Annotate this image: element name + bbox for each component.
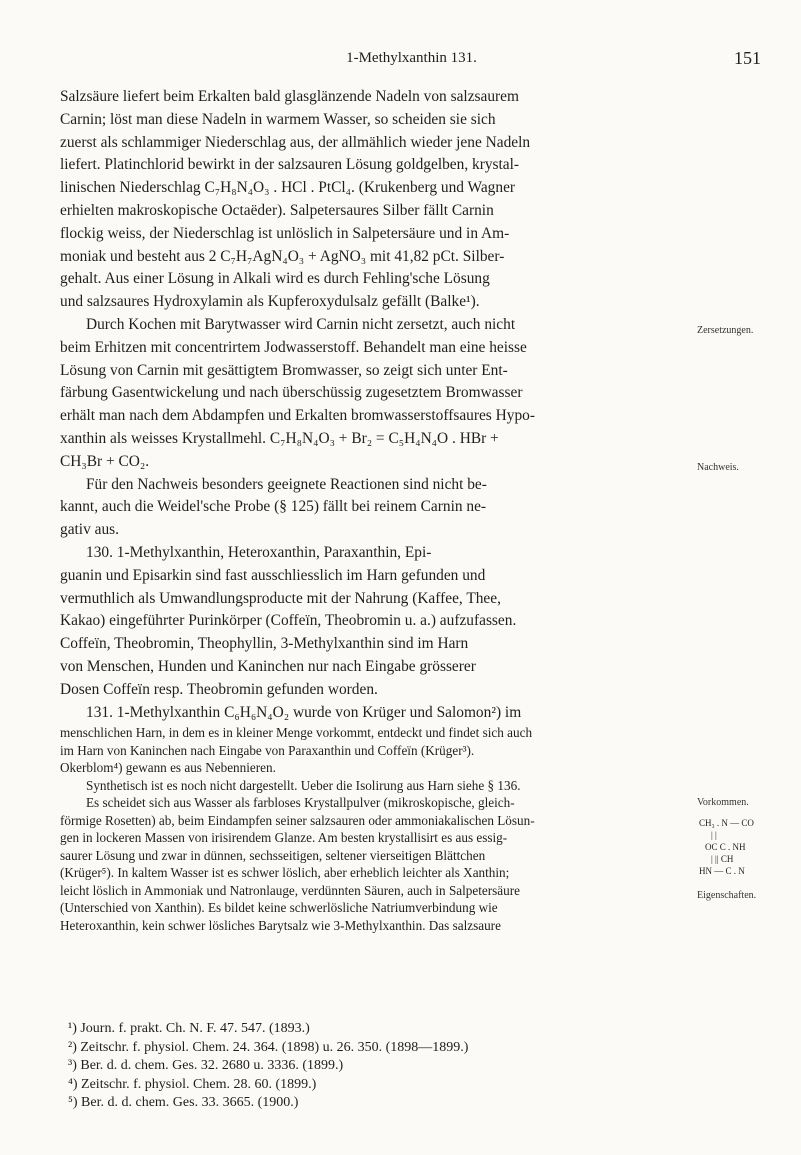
- running-header: [60, 48, 763, 72]
- text-line: Lösung von Carnin mit gesättigtem Bromwasser, so zeigt sich unter Ent-: [60, 361, 508, 379]
- section-heading-130: 130. 1-Methylxanthin, Heteroxanthin, Paraxanthin, Epi-: [86, 543, 432, 561]
- margin-note-zersetzungen: Zersetzungen.: [697, 325, 754, 336]
- footnote: ⁴) Zeitschr. f. physiol. Chem. 28. 60. (1899.): [68, 1076, 317, 1092]
- text-line: beim Erhitzen mit concentrirtem Jodwasserstoff. Behandelt man eine heisse: [60, 338, 527, 356]
- text-line: Dosen Coffeïn resp. Theobromin gefunden worden.: [60, 680, 378, 698]
- text-line: (Unterschied von Xanthin). Es bildet keine schwerlösliche Natriumverbindung wie: [60, 900, 498, 916]
- text-line: Synthetisch ist es noch nicht dargestellt. Ueber die Isolirung aus Harn siehe § 136.: [86, 777, 521, 793]
- text-line: (Krüger⁵). In kaltem Wasser ist es schwer löslich, aber erheblich leichter als Xanthin;: [60, 865, 510, 881]
- text-line: Carnin; löst man diese Nadeln in warmem Wasser, so scheiden sie sich: [60, 110, 496, 128]
- structure-formula: [697, 818, 797, 886]
- formula-line: | |: [711, 830, 717, 840]
- text-line: leicht löslich in Ammoniak und Natronlauge, verdünnten Säuren, auch in Salpetersäure: [60, 882, 520, 898]
- text-line: erhält man nach dem Abdampfen und Erkalten bromwasserstoffsaures Hypo-: [60, 407, 535, 425]
- footnote: ³) Ber. d. d. chem. Ges. 32. 2680 u. 3336. (1899.): [68, 1058, 344, 1074]
- text-line: zuerst als schlammiger Niederschlag aus, der allmählich wieder jene Nadeln: [60, 133, 531, 151]
- footnotes: [60, 1020, 700, 1113]
- text-line: von Menschen, Hunden und Kaninchen nur nach Eingabe grösserer: [60, 657, 476, 675]
- page-number: 151: [734, 48, 761, 68]
- section-heading-131: 131. 1-Methylxanthin C₆H₆N₄O₂ wurde von Krüger und Salomon²) im: [86, 703, 522, 721]
- footnote: ²) Zeitschr. f. physiol. Chem. 24. 364. (1898) u. 26. 350. (1898—1899.): [68, 1039, 469, 1055]
- text-line: flockig weiss, der Niederschlag ist unlöslich in Salpetersäure und in Am-: [60, 224, 510, 242]
- formula-line: CH₃ . N — CO: [699, 818, 754, 828]
- text-line: erhielten makroskopische Octaëder). Salpetersaures Silber fällt Carnin: [60, 201, 494, 219]
- body-text: [60, 86, 690, 934]
- text-line: Okerblom⁴) gewann es aus Nebennieren.: [60, 760, 276, 776]
- formula-line: | || CH: [711, 854, 734, 864]
- text-line: saurer Lösung und zwar in dünnen, sechsseitigen, seltener vierseitigen Blättchen: [60, 847, 486, 863]
- text-line: Coffeïn, Theobromin, Theophyllin, 3-Methylxanthin sind im Harn: [60, 635, 469, 653]
- text-line: vermuthlich als Umwandlungsproducte mit der Nahrung (Kaffee, Thee,: [60, 589, 501, 607]
- running-title: 1-Methylxanthin 131.: [346, 50, 477, 66]
- text-line: CH₃Br + CO₂.: [60, 452, 150, 470]
- text-line: guanin und Episarkin sind fast ausschliesslich im Harn gefunden und: [60, 566, 486, 584]
- text-line: Salzsäure liefert beim Erkalten bald glasglänzende Nadeln von salzsaurem: [60, 88, 519, 105]
- footnote: ⁵) Ber. d. d. chem. Ges. 33. 3665. (1900.): [68, 1095, 299, 1111]
- text-line: färbung Gasentwickelung und nach überschüssig zugesetztem Bromwasser: [60, 384, 523, 402]
- text-line: linischen Niederschlag C₇H₈N₄O₃ . HCl . PtCl₄. (Krukenberg und Wagner: [60, 179, 516, 197]
- text-line: xanthin als weisses Krystallmehl. C₇H₈N₄O₃ + Br₂ = C₅H₄N₄O . HBr +: [60, 429, 499, 447]
- text-line: förmige Rosetten) ab, beim Eindampfen seiner salzsauren oder ammoniakalischen Lösun-: [60, 812, 535, 828]
- formula-line: HN — C . N: [699, 866, 745, 876]
- text-line: gativ aus.: [60, 521, 119, 539]
- margin-note-eigenschaften: Eigenschaften.: [697, 890, 757, 901]
- text-line: Für den Nachweis besonders geeignete Reactionen sind nicht be-: [86, 475, 487, 493]
- text-line: Heteroxanthin, kein schwer lösliches Barytsalz wie 3-Methylxanthin. Das salzsaure: [60, 917, 501, 933]
- text-line: liefert. Platinchlorid bewirkt in der salzsauren Lösung goldgelben, krystal-: [60, 156, 520, 174]
- text-line: Es scheidet sich aus Wasser als farbloses Krystallpulver (mikroskopische, gleich-: [86, 795, 515, 811]
- margin-note-nachweis: Nachweis.: [697, 462, 739, 473]
- text-line: im Harn von Kaninchen nach Eingabe von Paraxanthin und Coffeïn (Krüger³).: [60, 742, 475, 758]
- text-line: menschlichen Harn, in dem es in kleiner Menge vorkommt, entdeckt und findet sich auch: [60, 725, 533, 741]
- margin-note-vorkommen: Vorkommen.: [697, 797, 749, 808]
- footnote: ¹) Journ. f. prakt. Ch. N. F. 47. 547. (1893.): [68, 1021, 310, 1036]
- formula-line: OC C . NH: [705, 842, 746, 852]
- text-line: Durch Kochen mit Barytwasser wird Carnin nicht zersetzt, auch nicht: [86, 315, 516, 333]
- text-line: moniak und besteht aus 2 C₇H₇AgN₄O₃ + AgNO₃ mit 41,82 pCt. Silber-: [60, 247, 505, 265]
- text-line: gehalt. Aus einer Lösung in Alkali wird es durch Fehling'sche Lösung: [60, 270, 490, 288]
- text-line: kannt, auch die Weidel'sche Probe (§ 125) fällt bei reinem Carnin ne-: [60, 498, 487, 516]
- text-line: gen in lockeren Massen von irisirendem Glanze. Am besten krystallisirt es aus essig-: [60, 830, 508, 846]
- text-line: und salzsaures Hydroxylamin als Kupferoxydulsalz gefällt (Balke¹).: [60, 293, 480, 311]
- text-line: Kakao) eingeführter Purinkörper (Coffeïn, Theobromin u. a.) aufzufassen.: [60, 612, 517, 630]
